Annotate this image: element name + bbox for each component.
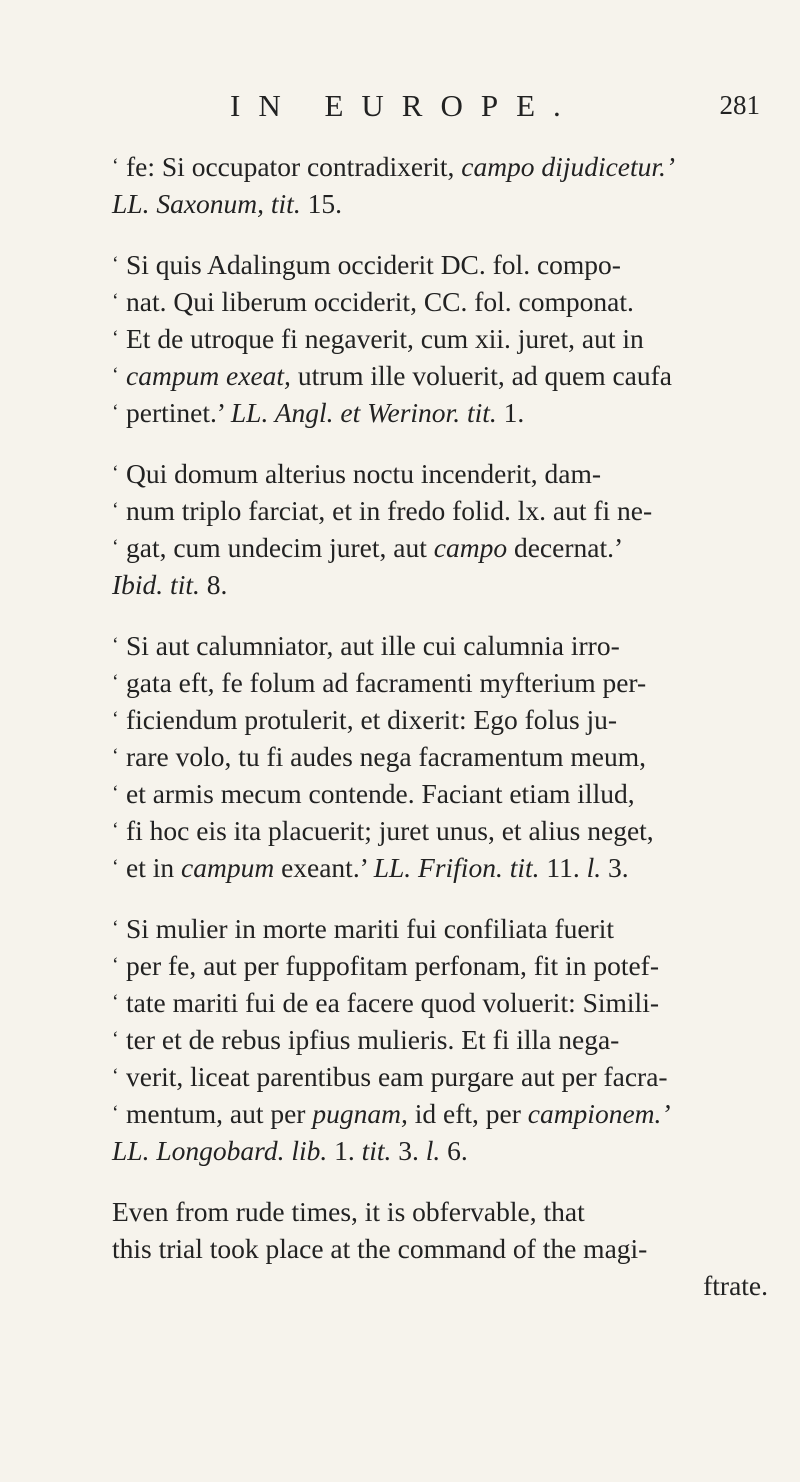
paragraph — [112, 148, 772, 222]
text-line — [112, 984, 772, 1021]
quote-mark: ‘ — [112, 499, 119, 521]
quote-mark: ‘ — [112, 708, 119, 730]
text-segment: pertinet.’ — [126, 397, 231, 428]
quote-mark: ‘ — [112, 634, 119, 656]
italic-text: LL. Angl. et Werinor. tit. — [230, 397, 497, 428]
quote-mark: ‘ — [112, 917, 119, 939]
paragraph — [112, 1193, 772, 1304]
text-line — [112, 1230, 772, 1267]
text-segment: Si quis Adalingum occiderit DC. fol. compo- — [126, 249, 621, 280]
italic-text: l. — [586, 852, 602, 883]
text-segment: et in — [126, 852, 181, 883]
text-segment: verit, liceat parentibus eam purgare aut per facra- — [126, 1061, 668, 1092]
text-segment: this trial took place at the command of the magi- — [112, 1233, 648, 1264]
paragraph-gap — [112, 431, 772, 455]
text-segment: nat. Qui liberum occiderit, CC. fol. componat. — [126, 286, 634, 317]
text-segment: ftrate. — [703, 1270, 768, 1301]
italic-text: campum exeat, — [126, 360, 291, 391]
text-segment: exeant.’ — [274, 852, 374, 883]
text-line — [112, 738, 772, 775]
text-line — [112, 357, 772, 394]
quote-mark: ‘ — [112, 536, 119, 558]
text-segment: Si aut calumniator, aut ille cui calumnia irro- — [126, 630, 620, 661]
quote-mark: ‘ — [112, 991, 119, 1013]
paragraph — [112, 246, 772, 431]
italic-text: campo — [433, 532, 508, 563]
text-line — [112, 812, 772, 849]
quote-mark: ‘ — [112, 745, 119, 767]
text-segment: decernat.’ — [507, 532, 624, 563]
italic-text: campo dijudicetur.’ — [461, 151, 676, 182]
quote-mark: ‘ — [112, 290, 119, 312]
italic-text: tit. — [361, 1135, 392, 1166]
text-segment: Even from rude times, it is obfervable, that — [112, 1196, 585, 1227]
paragraph-gap — [112, 1169, 772, 1193]
text-line — [112, 1058, 772, 1095]
text-line — [112, 1132, 772, 1169]
quote-mark: ‘ — [112, 954, 119, 976]
text-segment: Et de utroque fi negaverit, cum xii. juret, aut in — [126, 323, 644, 354]
text-line — [112, 394, 772, 431]
running-head — [230, 88, 760, 128]
text-segment: Qui domum alterius noctu incenderit, dam- — [126, 458, 602, 489]
text-segment: 3. — [391, 1135, 426, 1166]
text-line — [112, 701, 772, 738]
text-line — [112, 910, 772, 947]
italic-text: campum — [181, 852, 275, 883]
text-line — [112, 320, 772, 357]
quote-mark: ‘ — [112, 364, 119, 386]
text-segment: 11. — [539, 852, 587, 883]
text-line — [112, 566, 772, 603]
quote-mark: ‘ — [112, 253, 119, 275]
text-line — [112, 492, 772, 529]
text-line — [112, 148, 772, 185]
italic-text: LL. Frifion. tit. — [373, 852, 540, 883]
text-line — [112, 775, 772, 812]
text-line — [112, 246, 772, 283]
text-segment: Si mulier in morte mariti fui confiliata fuerit — [126, 913, 614, 944]
text-line — [112, 1267, 772, 1304]
page-body — [112, 148, 772, 1304]
text-segment: ter et de rebus ipfius mulieris. Et fi illa nega- — [126, 1024, 620, 1055]
text-segment: fi hoc eis ita placuerit; juret unus, et alius neget, — [126, 815, 654, 846]
text-line — [112, 1193, 772, 1230]
text-segment: 15. — [300, 188, 342, 219]
text-line — [112, 664, 772, 701]
quote-mark: ‘ — [112, 155, 119, 177]
quote-mark: ‘ — [112, 1102, 119, 1124]
text-line — [112, 185, 772, 222]
text-line — [112, 947, 772, 984]
text-line — [112, 849, 772, 886]
quote-mark: ‘ — [112, 1028, 119, 1050]
text-segment: tate mariti fui de ea facere quod voluerit: Simili- — [126, 987, 660, 1018]
text-line — [112, 1021, 772, 1058]
quote-mark: ‘ — [112, 327, 119, 349]
italic-text: campionem.’ — [527, 1098, 671, 1129]
page-number: 281 — [719, 90, 760, 120]
paragraph-gap — [112, 603, 772, 627]
text-segment: gat, cum undecim juret, aut — [126, 532, 434, 563]
quote-mark: ‘ — [112, 819, 119, 841]
text-segment: per fe, aut per fuppofitam perfonam, fit in potef- — [126, 950, 659, 981]
italic-text: pugnam, — [312, 1098, 408, 1129]
italic-text: Ibid. tit. — [112, 569, 200, 600]
running-title: IN EUROPE. — [230, 88, 579, 123]
text-segment: ficiendum protulerit, et dixerit: Ego folus ju- — [126, 704, 618, 735]
italic-text: l. — [425, 1135, 441, 1166]
text-line — [112, 627, 772, 664]
text-line — [112, 455, 772, 492]
paragraph-gap — [112, 886, 772, 910]
italic-text: LL. Longobard. lib. — [112, 1135, 328, 1166]
text-segment: gata eft, fe folum ad facramenti myfterium per- — [126, 667, 647, 698]
text-segment: fe: Si occupator contradixerit, — [126, 151, 462, 182]
text-segment: mentum, aut per — [126, 1098, 313, 1129]
quote-mark: ‘ — [112, 782, 119, 804]
quote-mark: ‘ — [112, 856, 119, 878]
paragraph-gap — [112, 222, 772, 246]
text-segment: utrum ille voluerit, ad quem caufa — [290, 360, 672, 391]
text-segment: 6. — [440, 1135, 468, 1166]
text-line — [112, 283, 772, 320]
text-segment: id eft, per — [407, 1098, 528, 1129]
text-segment: 3. — [601, 852, 629, 883]
quote-mark: ‘ — [112, 462, 119, 484]
text-segment: 1. — [327, 1135, 362, 1166]
text-segment: et armis mecum contende. Faciant etiam illud, — [126, 778, 635, 809]
text-segment: rare volo, tu fi audes nega facramentum meum, — [126, 741, 647, 772]
text-segment: 8. — [199, 569, 228, 600]
text-line — [112, 529, 772, 566]
paragraph — [112, 455, 772, 603]
text-segment: 1. — [496, 397, 525, 428]
paragraph — [112, 627, 772, 886]
quote-mark: ‘ — [112, 401, 119, 423]
text-segment: num triplo farciat, et in fredo folid. lx. aut fi ne- — [126, 495, 653, 526]
paragraph — [112, 910, 772, 1169]
quote-mark: ‘ — [112, 1065, 119, 1087]
italic-text: LL. Saxonum, tit. — [112, 188, 301, 219]
text-line — [112, 1095, 772, 1132]
quote-mark: ‘ — [112, 671, 119, 693]
